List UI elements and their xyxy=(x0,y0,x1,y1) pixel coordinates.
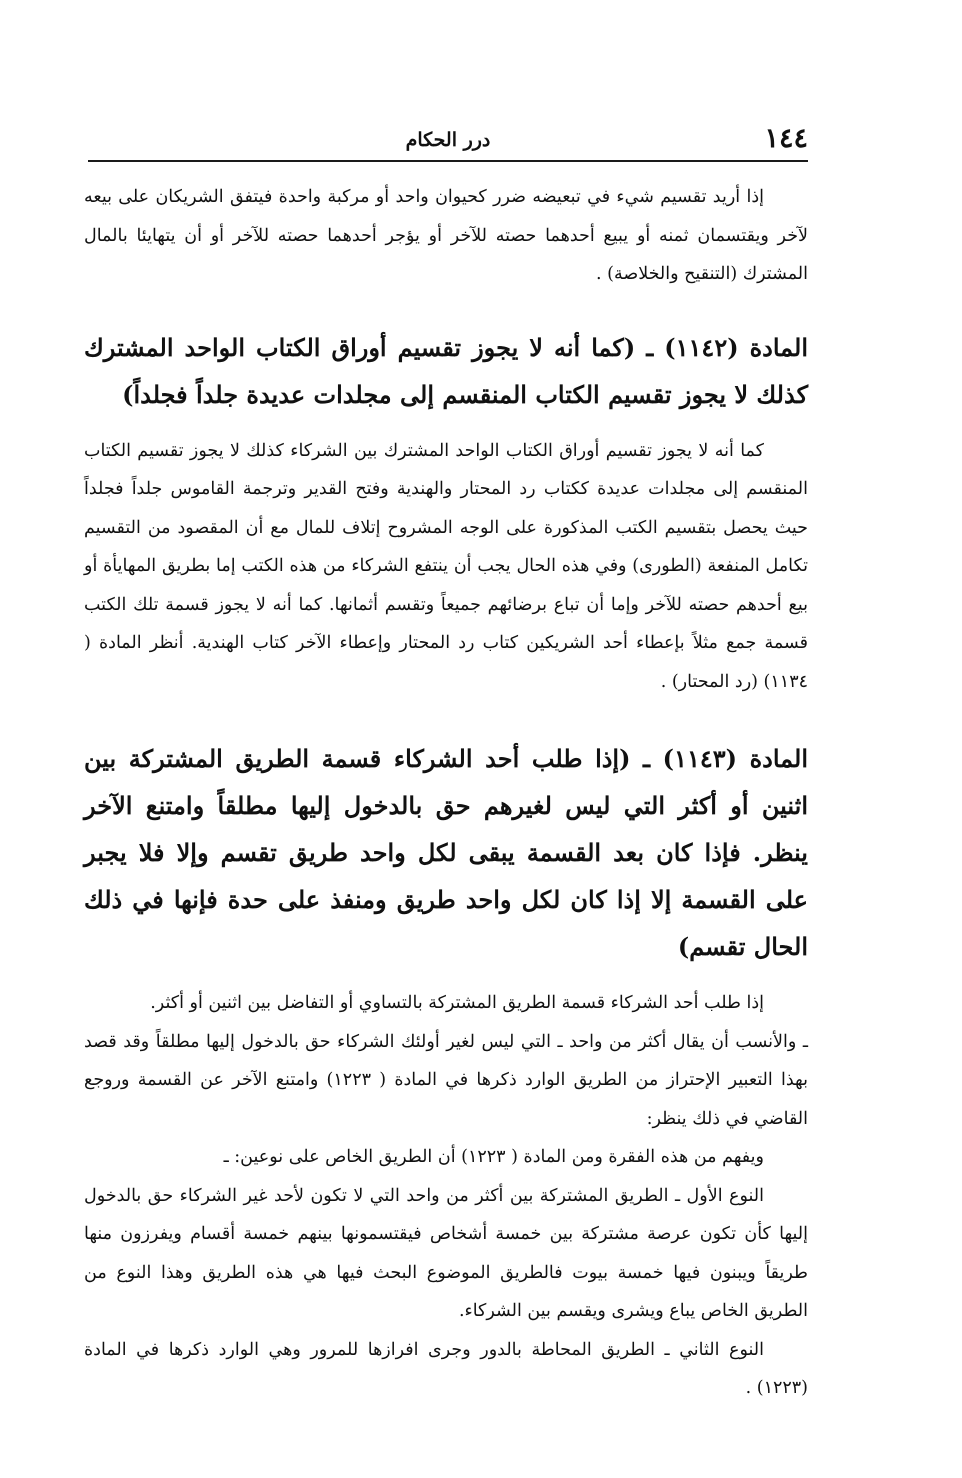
paragraph-clarification: ـ والأنسب أن يقال أكثر من واحد ـ التي ليس لغير أولئك الشركاء حق بالدخول إليها مطلقاً وقد قصد بهذا التعبير الإحتراز من الطريق الوارد ذكرها في المادة ( ١٢٢٣) وامتنع الآخر عن القسمة وروجع القاضي في ذلك ينظر: xyxy=(84,1031,808,1129)
running-title: درر الحكام xyxy=(405,129,491,151)
paragraph-type-one: النوع الأول ـ الطريق المشتركة بين أكثر من واحد التي لا تكون لأحد غير الشركاء حق بالدخول إليها كأن تكون عرصة مشتركة بين خمسة أشخاص فيقتسمونها بينهم خمسة أقسام ويفرزون منها طريقاً ويبنون فيها خمسة بيوت فالطريق الموضوع البحث فيها هي هذه الطريق وهذا النوع من الطريق الخاص يباع ويشرى ويقسم بين الشركاء. xyxy=(84,1185,808,1321)
page-number: ١٤٤ xyxy=(764,123,808,154)
page-header xyxy=(88,118,808,162)
article-1142: المادة (١١٤٢) ـ (كما أنه لا يجوز تقسيم أوراق الكتاب الواحد المشترك كذلك لا يجوز تقسيم الكتاب المنقسم إلى مجلدات عديدة جلداً فجلداً) xyxy=(84,332,809,409)
paragraph-request: إذا طلب أحد الشركاء قسمة الطريق المشتركة بالتساوي أو التفاضل بين اثنين أو أكثر. xyxy=(150,993,764,1013)
intro-paragraph: إذا أريد تقسيم شيء في تبعيضه ضرر كحيوان واحد أو مركبة واحدة فيتفق الشريكان على بيعه لآخر ويقتسمان ثمنه أو يبيع أحدهما حصته للآخر أو يؤجر أحدهما حصته للآخر أو أن يتهايئا بالمال المشترك (التنقيح والخلاصة) . xyxy=(84,187,808,284)
paragraph-type-two: النوع الثاني ـ الطريق المحاطة بالدور وجرى افرازها للمرور وهي الوارد ذكرها في المادة (١٢٢٣) . xyxy=(84,1339,808,1398)
paragraph-two-types: ويفهم من هذه الفقرة ومن المادة ( ١٢٢٣) أن الطريق الخاص على نوعين: ـ xyxy=(223,1147,764,1167)
article-1143: المادة (١١٤٣) ـ (إذا طلب أحد الشركاء قسمة الطريق المشتركة بين اثنين أو أكثر التي ليس لغيرهم حق بالدخول إليها مطلقاً وامتنع الآخر ينظر. فإذا كان بعد القسمة يبقى لكل واحد طريق تقسم وإلا فلا يجبر على القسمة إلا إذا كان لكل واحد طريق ومنفذ على حدة فإنها في ذلك الحال تقسم) xyxy=(84,744,808,961)
page-body xyxy=(84,178,808,1408)
commentary-1142: كما أنه لا يجوز تقسيم أوراق الكتاب الواحد المشترك بين الشركاء كذلك لا يجوز تقسيم الكتاب المنقسم إلى مجلدات عديدة ككتاب رد المحتار والهندية وفتح القدير وترجمة القاموس جلداً فجلداً حيث يحصل بتقسيم الكتب المذكورة على الوجه المشروح إتلاف للمال مع أن المقصود من التقسيم تكامل المنفعة (الطورى) وفي هذه الحال يجب أن ينتفع الشركاء من هذه الكتب إما بطريق المهايأة أو بيع أحدهم حصته للآخر وإما أن تباع برضائهم جميعاً وتقسم أثمانها. كما أنه لا يجوز قسمة تلك الكتب قسمة جمع مثلاً بإعطاء أحد الشريكين كتاب رد المحتار وإعطاء الآخر كتاب الهندية. أنظر المادة ( ١١٣٤) (رد المحتار) . xyxy=(84,440,808,692)
